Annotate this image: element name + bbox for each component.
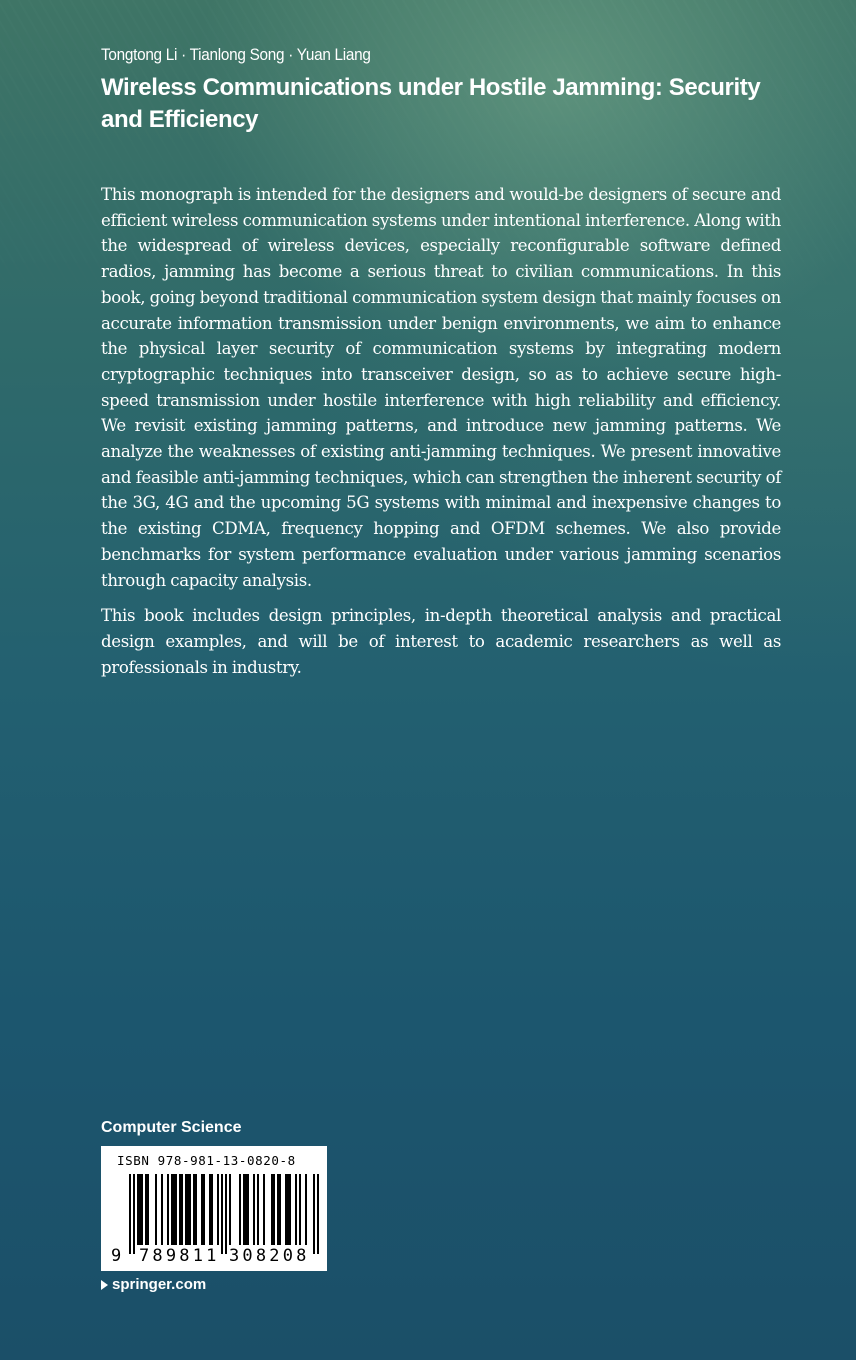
publisher-link[interactable] <box>101 1276 206 1293</box>
barcode-bar <box>129 1174 131 1254</box>
barcode-bar <box>285 1174 291 1245</box>
barcode-bar <box>263 1174 265 1245</box>
barcode-bar <box>167 1174 169 1245</box>
barcode-bar <box>161 1174 163 1245</box>
barcode-bar <box>201 1174 205 1245</box>
isbn-label: ISBN 978-981-13-0820-8 <box>117 1153 296 1168</box>
barcode-bar <box>253 1174 255 1245</box>
barcode-bar <box>299 1174 301 1245</box>
subject-category: Computer Science <box>101 1119 242 1136</box>
barcode-bar <box>229 1174 231 1245</box>
barcode-bar <box>305 1174 307 1245</box>
book-title: Wireless Communications under Hostile Jamming: Security and Efficiency <box>101 74 761 133</box>
ean-left-group: 789811 <box>139 1246 220 1266</box>
ean-right-group: 308208 <box>229 1246 310 1266</box>
barcode-bar <box>313 1174 315 1254</box>
barcode-bar <box>193 1174 197 1245</box>
barcode-bar <box>277 1174 281 1245</box>
book-description <box>101 182 781 690</box>
description-paragraph-2: This book includes design principles, in-depth theoretical analysis and practical design examples, and will be of interest to academic researchers as well as professionals in industry. <box>101 606 781 677</box>
barcode-bar <box>171 1174 177 1245</box>
barcode-bar <box>133 1174 135 1254</box>
barcode-bar <box>179 1174 183 1245</box>
triangle-arrow-icon <box>101 1280 108 1290</box>
isbn-barcode <box>101 1146 327 1271</box>
barcode-bar <box>221 1174 223 1254</box>
barcode-bar <box>257 1174 259 1245</box>
barcode-bar <box>243 1174 249 1245</box>
barcode-bar <box>155 1174 157 1245</box>
barcode-bar <box>137 1174 143 1245</box>
barcode-bar <box>225 1174 227 1254</box>
ean-first-digit: 9 <box>111 1246 122 1266</box>
barcode-bar <box>317 1174 319 1254</box>
publisher-link-text: springer.com <box>112 1276 207 1293</box>
barcode-bar <box>185 1174 191 1245</box>
barcode-bar <box>209 1174 213 1245</box>
barcode-bar <box>145 1174 149 1245</box>
barcode-bar <box>295 1174 297 1245</box>
barcode-bar <box>239 1174 241 1245</box>
barcode-bar <box>271 1174 275 1245</box>
authors-line: Tongtong Li · Tianlong Song · Yuan Liang <box>101 45 371 64</box>
description-paragraph-1: This monograph is intended for the designers and would-be designers of secure and efficient wireless communication systems under intentional interference. Along with the widespread of wireless devices, especially reconfigurable software defined radios, jamming has become a serious threat to civilian communications. In this book, going beyond traditional communication system design that mainly focuses on accurate information transmission under benign environments, we aim to enhance the physical layer security of communication systems by integrating modern cryptographic techniques into transceiver design, so as to achieve secure high-speed transmission under hostile interference with high reliability and efficiency. We revisit existing jamming patterns, and introduce new jamming patterns. We analyze the weaknesses of existing anti-jamming techniques. We present innovative and feasible anti-jamming techniques, which can strengthen the inherent security of the 3G, 4G and the upcoming 5G systems with minimal and inexpensive changes to the existing CDMA, frequency hopping and OFDM schemes. We also provide benchmarks for system performance evaluation under various jamming scenarios through capacity analysis. <box>101 185 781 590</box>
barcode-bar <box>217 1174 219 1245</box>
